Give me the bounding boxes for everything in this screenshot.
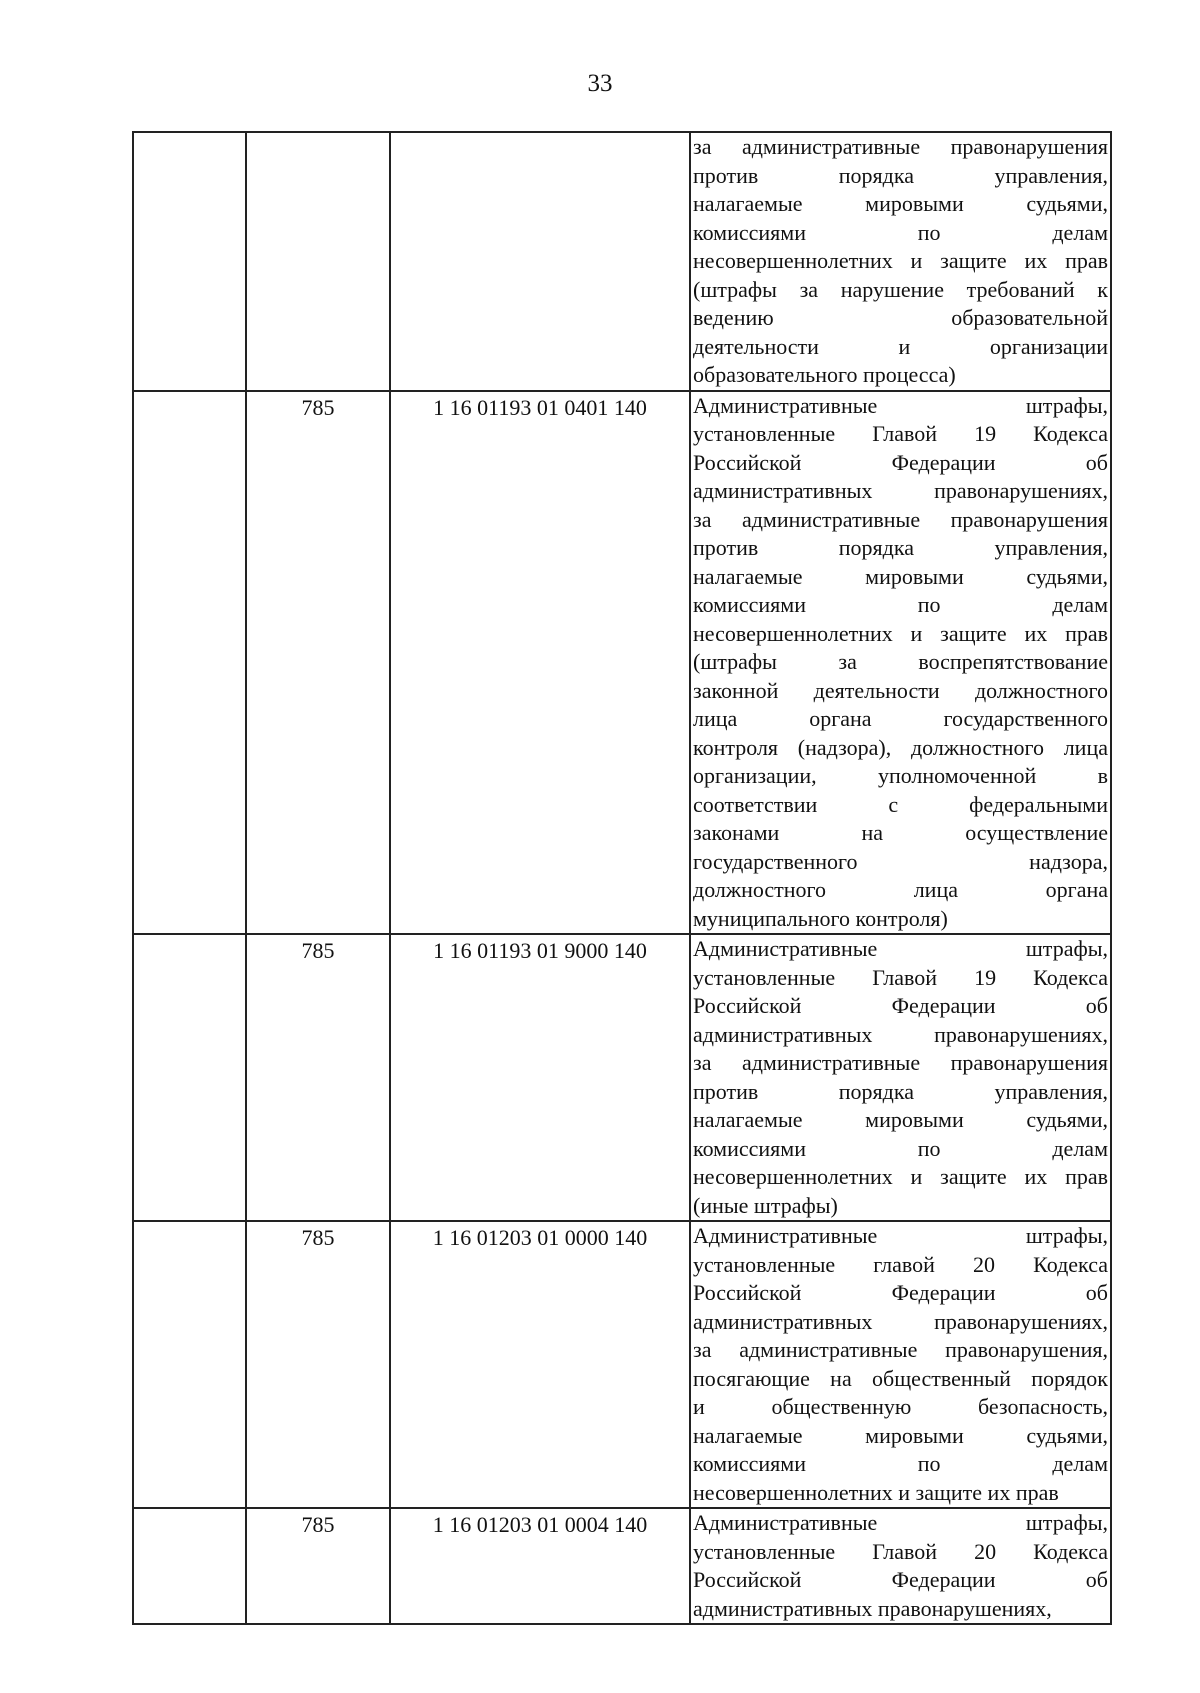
- table-row: [133, 132, 1111, 391]
- description-line: налагаемые мировыми судьями,: [693, 1422, 1108, 1448]
- description-line: административных правонарушениях,: [693, 1308, 1108, 1334]
- description-line: установленные Главой 19 Кодекса: [693, 421, 1108, 446]
- description-line: несовершеннолетних и защите их прав: [693, 1164, 1108, 1189]
- description-line: налагаемые мировыми судьями,: [693, 1107, 1108, 1132]
- description-line: комиссиями по делам: [693, 1451, 1108, 1476]
- admin-code-cell: 785: [246, 934, 390, 1221]
- description-cell: [690, 934, 1111, 1221]
- description-line: комиссиями по делам: [693, 1135, 1108, 1161]
- description-line: против порядка управления,: [693, 535, 1108, 560]
- description-line: за административные правонарушения: [693, 134, 1108, 159]
- description-line: установленные Главой 20 Кодекса: [693, 1538, 1108, 1564]
- description-line: (иные штрафы): [693, 1192, 838, 1218]
- description-cell: [690, 132, 1111, 391]
- description-line: соответствии с федеральными: [693, 791, 1108, 817]
- description-line: налагаемые мировыми судьями,: [693, 191, 1108, 216]
- table-row: [133, 391, 1111, 935]
- description-cell: [690, 1221, 1111, 1508]
- description-line: Российской Федерации об: [693, 993, 1108, 1018]
- description-line: Административные штрафы,: [693, 1223, 1108, 1248]
- description-cell: [690, 1508, 1111, 1624]
- description-line: законной деятельности должностного: [693, 677, 1108, 703]
- table-row: [133, 934, 1111, 1221]
- kbk-code-cell: [390, 132, 690, 391]
- description-line: налагаемые мировыми судьями,: [693, 563, 1108, 589]
- description-line: несовершеннолетних и защите их прав: [693, 1479, 1059, 1505]
- description-line: Административные штрафы,: [693, 936, 1108, 961]
- page-number: 33: [587, 70, 613, 97]
- description-line: административных правонарушениях,: [693, 1021, 1108, 1047]
- admin-code-cell: 785: [246, 391, 390, 935]
- description-line: Административные штрафы,: [693, 392, 1108, 418]
- description-line: несовершеннолетних и защите их прав: [693, 620, 1108, 646]
- description-line: комиссиями по делам: [693, 592, 1108, 617]
- description-line: против порядка управления,: [693, 1078, 1108, 1104]
- description-line: установленные Главой 19 Кодекса: [693, 964, 1108, 990]
- description-line: контроля (надзора), должностного лица: [693, 734, 1108, 760]
- description-cell: [690, 391, 1111, 935]
- description-line: установленные главой 20 Кодекса: [693, 1251, 1108, 1277]
- description-line: государственного надзора,: [693, 848, 1108, 874]
- description-line: образовательного процесса): [693, 362, 956, 387]
- description-line: Российской Федерации об: [693, 1567, 1108, 1592]
- empty-cell: [133, 1508, 246, 1624]
- empty-cell: [133, 934, 246, 1221]
- description-line: Российской Федерации об: [693, 449, 1108, 475]
- description-line: и общественную безопасность,: [693, 1394, 1108, 1419]
- description-line: (штрафы за воспрепятствование: [693, 649, 1108, 674]
- description-line: муниципального контроля): [693, 905, 948, 931]
- description-line: посягающие на общественный порядок: [693, 1365, 1108, 1391]
- description-line: Административные штрафы,: [693, 1510, 1108, 1535]
- kbk-code-cell: 1 16 01203 01 0000 140: [390, 1221, 690, 1508]
- kbk-code-cell: 1 16 01193 01 0401 140: [390, 391, 690, 935]
- description-line: за административные правонарушения: [693, 506, 1108, 532]
- table-row: [133, 1221, 1111, 1508]
- description-line: организации, уполномоченной в: [693, 763, 1108, 788]
- description-line: административных правонарушениях,: [693, 478, 1108, 503]
- description-line: административных правонарушениях,: [693, 1595, 1052, 1621]
- admin-code-cell: [246, 132, 390, 391]
- kbk-code-cell: 1 16 01203 01 0004 140: [390, 1508, 690, 1624]
- table-body: [133, 132, 1111, 1624]
- description-line: Российской Федерации об: [693, 1280, 1108, 1305]
- description-line: лица органа государственного: [693, 706, 1108, 731]
- description-line: деятельности и организации: [693, 333, 1108, 359]
- description-line: законами на осуществление: [693, 820, 1108, 845]
- kbk-code-cell: 1 16 01193 01 9000 140: [390, 934, 690, 1221]
- description-line: ведению образовательной: [693, 305, 1108, 330]
- description-line: за административные правонарушения,: [693, 1337, 1108, 1362]
- admin-code-cell: 785: [246, 1221, 390, 1508]
- admin-code-cell: 785: [246, 1508, 390, 1624]
- description-line: за административные правонарушения: [693, 1050, 1108, 1075]
- description-line: комиссиями по делам: [693, 219, 1108, 245]
- description-line: против порядка управления,: [693, 162, 1108, 188]
- description-line: несовершеннолетних и защите их прав: [693, 248, 1108, 273]
- empty-cell: [133, 1221, 246, 1508]
- empty-cell: [133, 132, 246, 391]
- description-line: должностного лица органа: [693, 877, 1108, 902]
- table-row: [133, 1508, 1111, 1624]
- description-line: (штрафы за нарушение требований к: [693, 276, 1108, 302]
- budget-classification-table: [132, 131, 1112, 1625]
- empty-cell: [133, 391, 246, 935]
